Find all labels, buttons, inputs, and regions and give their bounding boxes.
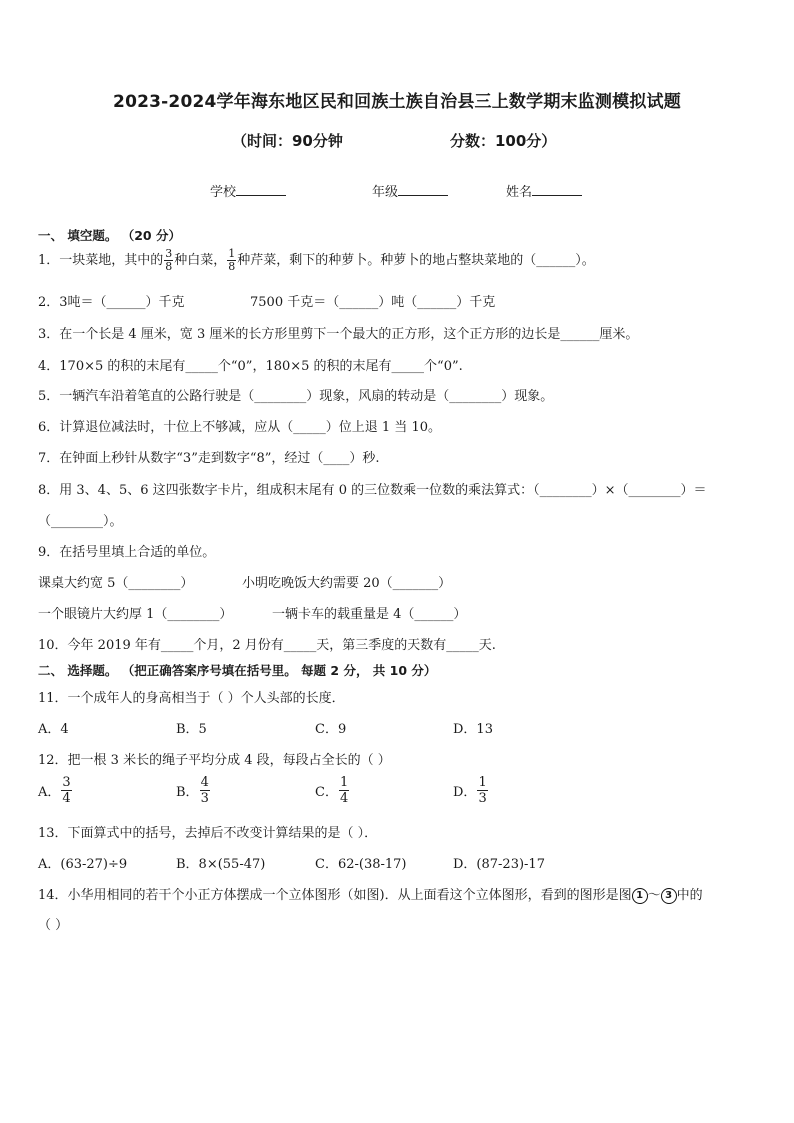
question-9d: 一辆卡车的载重量是 4（______） bbox=[272, 607, 467, 622]
q13-option-d[interactable]: D．(87-23)-17 bbox=[453, 857, 545, 872]
q11-option-d[interactable]: D．13 bbox=[453, 722, 493, 737]
q1-f2-numerator: 1 bbox=[228, 247, 236, 260]
question-12-stem: 12．把一根 3 米长的绳子平均分成 4 段，每段占全长的（ ） bbox=[38, 753, 391, 768]
circled-3-glyph: 3 bbox=[661, 888, 677, 904]
name-blank[interactable] bbox=[532, 183, 582, 196]
question-13-stem: 13．下面算式中的括号，去掉后不改变计算结果的是（ ）． bbox=[38, 826, 378, 841]
q13-option-a[interactable]: A．(63-27)÷9 bbox=[38, 857, 128, 872]
q12-d-numerator: 1 bbox=[478, 775, 487, 790]
q12-option-d-fraction bbox=[477, 775, 487, 806]
section-2-heading: 二、 选择题。 （把正确答案序号填在括号里。 每题 2 分， 共 10 分） bbox=[38, 663, 437, 678]
question-3: 3．在一个长是 4 厘米，宽 3 厘米的长方形里剪下一个最大的正方形，这个正方形的边长是______厘米。 bbox=[38, 327, 639, 342]
q1-text-c: 种芹菜，剩下的种萝卜。种萝卜的地占整块菜地的（______）。 bbox=[237, 253, 595, 268]
name-label: 姓名 bbox=[506, 185, 533, 200]
question-9-stem: 9．在括号里填上合适的单位。 bbox=[38, 545, 216, 560]
question-9c: 一个眼镜片大约厚 1（________） bbox=[38, 607, 233, 622]
q14-tilde: ～ bbox=[647, 888, 661, 903]
q1-fraction-1 bbox=[164, 248, 173, 273]
q12-option-d[interactable] bbox=[453, 775, 489, 806]
question-10: 10．今年 2019 年有_____个月，2 月份有_____天，第三季度的天数有_____天. bbox=[38, 638, 496, 653]
question-5: 5．一辆汽车沿着笔直的公路行驶是（________）现象，风扇的转动是（________）现象。 bbox=[38, 389, 554, 404]
q1-text-b: 种白菜， bbox=[174, 253, 227, 268]
q12-a-denominator: 4 bbox=[62, 791, 71, 806]
question-9b: 小明吃晚饭大约需要 20（_______） bbox=[242, 576, 452, 591]
question-14-line-2: （ ） bbox=[38, 918, 69, 933]
grade-label: 年级 bbox=[372, 185, 399, 200]
q12-option-c[interactable] bbox=[315, 775, 350, 806]
q12-b-numerator: 4 bbox=[200, 775, 209, 790]
exam-title: 2023-2024学年海东地区民和回族土族自治县三上数学期末监测模拟试题 bbox=[113, 92, 681, 112]
total-score: 分数：100分） bbox=[450, 132, 557, 150]
question-14-line-1 bbox=[38, 884, 703, 904]
question-6: 6．计算退位减法时，十位上不够减，应从（_____）位上退 1 当 10。 bbox=[38, 420, 441, 435]
question-7: 7．在钟面上秒针从数字“3”走到数字“8”，经过（____）秒. bbox=[38, 451, 380, 466]
q12-option-c-letter: C． bbox=[315, 785, 338, 800]
q12-option-a-fraction bbox=[61, 775, 71, 806]
q12-option-b[interactable] bbox=[176, 775, 211, 806]
question-1 bbox=[38, 248, 595, 273]
q12-d-denominator: 3 bbox=[478, 791, 487, 806]
q12-c-denominator: 4 bbox=[339, 791, 349, 806]
q1-f1-denominator: 8 bbox=[165, 260, 173, 273]
q14-text-a: 14．小华用相同的若干个小正方体摆成一个立体图形（如图)．从上面看这个立体图形，看到的图形是图 bbox=[38, 888, 632, 903]
q12-option-d-letter: D． bbox=[453, 785, 477, 800]
time-limit: （时间：90分钟 bbox=[232, 132, 343, 150]
question-2b: 7500 千克＝（______）吨（______）千克 bbox=[250, 295, 496, 310]
q1-f1-numerator: 3 bbox=[165, 247, 173, 260]
q11-option-c[interactable]: C．9 bbox=[315, 722, 347, 737]
q12-c-numerator: 1 bbox=[339, 775, 349, 790]
q12-option-c-fraction bbox=[339, 775, 349, 806]
q11-option-b[interactable]: B．5 bbox=[176, 722, 207, 737]
q14-text-b: 中的 bbox=[676, 888, 703, 903]
question-2a: 2．3吨＝（______）千克 bbox=[38, 295, 185, 310]
section-1-heading: 一、 填空题。 （20 分） bbox=[38, 228, 181, 243]
q1-f2-denominator: 8 bbox=[228, 260, 236, 273]
school-blank[interactable] bbox=[236, 183, 286, 196]
q13-option-c[interactable]: C．62-(38-17) bbox=[315, 857, 407, 872]
q12-b-denominator: 3 bbox=[200, 791, 209, 806]
question-8-line-2: （________）。 bbox=[38, 514, 123, 529]
q11-option-a[interactable]: A．4 bbox=[38, 722, 69, 737]
q1-fraction-2 bbox=[227, 248, 236, 273]
q12-a-numerator: 3 bbox=[62, 775, 71, 790]
school-label: 学校 bbox=[210, 185, 237, 200]
question-4: 4．170×5 的积的末尾有_____个“0”，180×5 的积的末尾有_____个“0”. bbox=[38, 359, 463, 374]
question-11-stem: 11．一个成年人的身高相当于（ ）个人头部的长度． bbox=[38, 691, 345, 706]
question-8-line-1: 8．用 3、4、5、6 这四张数字卡片，组成积末尾有 0 的三位数乘一位数的乘法算式：（________）×（________）＝ bbox=[38, 483, 707, 498]
q12-option-b-fraction bbox=[200, 775, 210, 806]
school-field bbox=[210, 181, 286, 200]
q1-text-a: 1．一块菜地，其中的 bbox=[38, 253, 164, 268]
q13-option-b[interactable]: B．8×(55-47) bbox=[176, 857, 266, 872]
q12-option-a[interactable] bbox=[38, 775, 73, 806]
grade-field bbox=[372, 181, 448, 200]
question-9a: 课桌大约宽 5（________） bbox=[38, 576, 194, 591]
circled-1-glyph: 1 bbox=[632, 888, 648, 904]
grade-blank[interactable] bbox=[398, 183, 448, 196]
q12-option-a-letter: A． bbox=[38, 785, 61, 800]
q12-option-b-letter: B． bbox=[176, 785, 199, 800]
name-field bbox=[506, 181, 582, 200]
